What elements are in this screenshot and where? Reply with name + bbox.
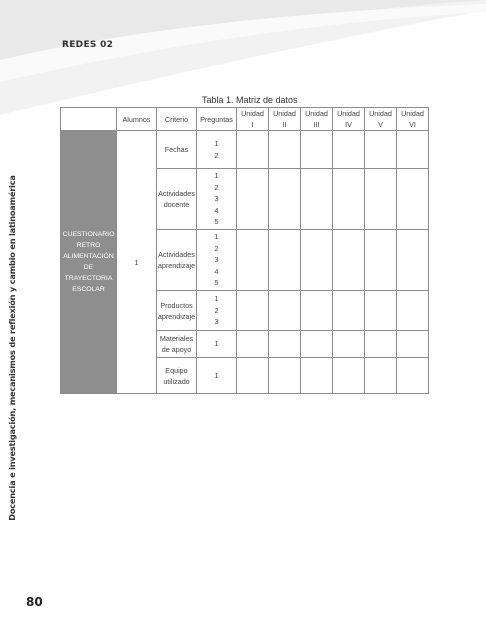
preguntas-cell xyxy=(197,169,237,230)
pregunta-number: 4 xyxy=(214,266,219,276)
pregunta-number: 2 xyxy=(214,182,219,192)
header-unit-3 xyxy=(301,108,333,131)
unit-cell xyxy=(397,291,429,331)
criterio-cell xyxy=(157,358,197,394)
header-unit-4-label: Unidad xyxy=(337,109,360,118)
pregunta-number: 5 xyxy=(214,278,219,288)
unit-cell xyxy=(365,291,397,331)
unit-cell xyxy=(333,131,365,169)
header-unit-5-label: Unidad xyxy=(369,109,392,118)
pregunta-number: 3 xyxy=(214,255,219,265)
unit-cell xyxy=(237,291,269,331)
table-title: Tabla 1. Matriz de datos xyxy=(202,95,298,105)
unit-cell xyxy=(397,230,429,291)
unit-cell xyxy=(333,331,365,358)
pregunta-number: 3 xyxy=(214,194,219,204)
section-heading-line: ESCOLAR xyxy=(72,286,105,293)
unit-cell xyxy=(333,169,365,230)
pregunta-number: 1 xyxy=(214,294,219,304)
pregunta-number: 4 xyxy=(214,205,219,215)
pregunta-number: 5 xyxy=(214,217,219,227)
pregunta-number: 2 xyxy=(214,150,219,160)
preguntas-cell xyxy=(197,291,237,331)
pregunta-number: 1 xyxy=(214,370,219,380)
header-unit-6-label: Unidad xyxy=(401,109,424,118)
preguntas-cell xyxy=(197,131,237,169)
unit-cell xyxy=(365,230,397,291)
header-unit-3-label: Unidad xyxy=(305,109,328,118)
unit-cell xyxy=(237,131,269,169)
unit-cell xyxy=(269,131,301,169)
unit-cell xyxy=(301,131,333,169)
section-heading-line: RETRO xyxy=(76,242,101,249)
criterio-text: utilizado xyxy=(163,376,190,386)
page-number: 80 xyxy=(26,595,43,609)
header-unit-6-number: VI xyxy=(409,120,416,129)
section-heading-line: TRAYECTORIA xyxy=(64,275,113,282)
header-unit-4-number: IV xyxy=(345,120,352,129)
unit-cell xyxy=(269,291,301,331)
alumnos-value: 1 xyxy=(117,131,157,394)
empty-corner xyxy=(61,108,117,131)
unit-cell xyxy=(237,358,269,394)
header-unit-2 xyxy=(269,108,301,131)
unit-cell xyxy=(301,358,333,394)
criterio-cell xyxy=(157,331,197,358)
criterio-text: Actividades xyxy=(158,250,195,259)
criterio-text: Productos xyxy=(160,300,193,310)
criterio-text: aprendizaje xyxy=(157,311,196,321)
header-criterio: Criterio xyxy=(157,108,197,131)
unit-cell xyxy=(269,230,301,291)
header-unit-2-number: II xyxy=(282,120,287,129)
series-label: REDES 02 xyxy=(62,40,114,50)
unit-cell xyxy=(237,331,269,358)
header-unit-1 xyxy=(237,108,269,131)
section-heading-line: CUESTIONARIO xyxy=(62,231,115,238)
header-unit-4 xyxy=(333,108,365,131)
unit-cell xyxy=(301,291,333,331)
unit-cell xyxy=(301,331,333,358)
criterio-text: Equipo xyxy=(165,365,188,375)
preguntas-cell xyxy=(197,230,237,291)
header-unit-3-number: III xyxy=(313,120,320,129)
unit-cell xyxy=(269,358,301,394)
section-heading-line: ALIMENTACIÓN xyxy=(63,253,114,260)
unit-cell xyxy=(237,169,269,230)
unit-cell xyxy=(237,230,269,291)
unit-cell xyxy=(365,358,397,394)
unit-cell xyxy=(397,331,429,358)
section-heading-cell xyxy=(61,131,117,394)
pregunta-number: 2 xyxy=(214,243,219,253)
criterio-text: docente xyxy=(163,200,190,209)
header-row xyxy=(61,108,429,131)
criterio-cell xyxy=(157,131,197,169)
table-row xyxy=(61,131,429,169)
pregunta-number: 1 xyxy=(214,339,219,349)
criterio-cell xyxy=(157,169,197,230)
header-unit-5 xyxy=(365,108,397,131)
criterio-cell xyxy=(157,230,197,291)
unit-cell xyxy=(269,169,301,230)
criterio-text: Actividades xyxy=(158,189,195,198)
criterio-text: Fechas xyxy=(164,145,189,154)
pregunta-number: 1 xyxy=(214,139,219,148)
preguntas-cell xyxy=(197,331,237,358)
criterio-text: de apoyo xyxy=(161,345,192,354)
unit-cell xyxy=(365,131,397,169)
data-matrix-table xyxy=(60,107,429,394)
unit-cell xyxy=(333,291,365,331)
unit-cell xyxy=(333,230,365,291)
header-unit-6 xyxy=(397,108,429,131)
header-unit-2-label: Unidad xyxy=(273,109,296,118)
section-heading-line: DE xyxy=(83,264,94,271)
preguntas-cell xyxy=(197,358,237,394)
header-unit-5-number: V xyxy=(378,120,383,129)
unit-cell xyxy=(397,358,429,394)
unit-cell xyxy=(301,169,333,230)
unit-cell xyxy=(269,331,301,358)
running-side-title xyxy=(6,174,18,521)
unit-cell xyxy=(365,331,397,358)
unit-cell xyxy=(301,230,333,291)
criterio-cell xyxy=(157,291,197,331)
pregunta-number: 3 xyxy=(214,317,219,327)
criterio-text: aprendizaje xyxy=(157,261,196,270)
pregunta-number: 1 xyxy=(214,232,219,242)
unit-cell xyxy=(397,169,429,230)
unit-cell xyxy=(365,169,397,230)
header-unit-1-label: Unidad xyxy=(241,109,264,118)
criterio-text: Materiales xyxy=(159,334,194,343)
pregunta-number: 1 xyxy=(214,171,219,181)
pregunta-number: 2 xyxy=(214,305,219,315)
header-alumnos: Alumnos xyxy=(117,108,157,131)
header-unit-1-number: I xyxy=(251,120,254,129)
unit-cell xyxy=(333,358,365,394)
running-side-title-text: Docencia e investigación, mecanismos de reflexión y cambio en latinoamérica xyxy=(7,174,17,521)
unit-cell xyxy=(397,131,429,169)
header-preguntas: Preguntas xyxy=(197,108,237,131)
